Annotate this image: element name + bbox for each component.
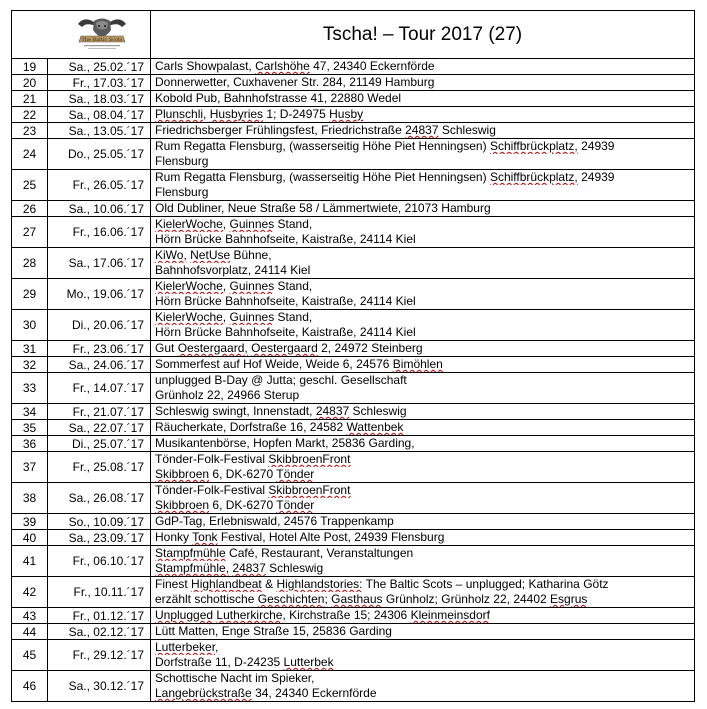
venue-line: Lutterbeker, [155,640,219,654]
venue-line: Finest Highlandbeat & Highlandstories: The Baltic Scots – unplugged; Katharina Götz [155,577,609,591]
row-venue [151,373,695,404]
row-date: Sa., 02.12.´17 [48,624,151,640]
row-venue [151,123,695,139]
row-venue [151,514,695,530]
row-number: 30 [12,310,48,341]
row-number: 27 [12,217,48,248]
venue-line: KielerWoche, Guinnes Stand, [155,279,313,293]
row-date: Di., 25.07.´17 [48,436,151,452]
table-row [12,436,695,452]
row-number: 40 [12,530,48,546]
table-row [12,624,695,640]
table-row [12,608,695,624]
tour-table [11,10,695,702]
row-venue [151,420,695,436]
row-number: 28 [12,248,48,279]
venue-line: KiWo, NetUse Bühne, [155,248,272,262]
venue-line: Gut Oestergaard, Oestergaard 2, 24972 Steinberg [155,341,423,355]
row-venue [151,59,695,75]
venue-line: Skibbroen 6, DK-6270 Tönder [155,498,315,512]
venue-line: GdP-Tag, Erlebniswald, 24576 Trappenkamp [155,514,394,528]
table-row [12,577,695,608]
row-date: Fr., 29.12.´17 [48,640,151,671]
row-venue [151,170,695,201]
row-date: Do., 25.05.´17 [48,139,151,170]
venue-line: Flensburg [155,185,209,199]
table-row [12,640,695,671]
tour-document [11,10,694,702]
row-date: Fr., 01.12.´17 [48,608,151,624]
row-venue [151,483,695,514]
row-date: Sa., 22.07.´17 [48,420,151,436]
venue-line: Kobold Pub, Bahnhofstrasse 41, 22880 Wedel [155,91,402,105]
venue-line: Rum Regatta Flensburg, (wasserseitig Höhe Piet Henningsen) Schiffbrückplatz, 24939 [155,139,615,153]
table-row [12,201,695,217]
row-venue [151,201,695,217]
row-date: Sa., 30.12.´17 [48,671,151,702]
venue-line: Skibbroen 6, DK-6270 Tönder [155,467,315,481]
table-row [12,217,695,248]
row-date: Fr., 10.11.´17 [48,577,151,608]
venue-line: Lütt Matten, Enge Straße 15, 25836 Garding [155,624,392,638]
row-venue [151,279,695,310]
venue-line: Langebrückstraße 34, 24340 Eckernförde [155,686,377,700]
table-row [12,91,695,107]
venue-line: Hörn Brücke Bahnhofseite, Kaistraße, 24114 Kiel [155,325,416,339]
venue-line: Dorfstraße 11, D-24235 Lutterbek [155,655,334,669]
row-venue [151,577,695,608]
table-row [12,75,695,91]
row-venue [151,357,695,373]
row-venue [151,75,695,91]
row-number: 31 [12,341,48,357]
table-row [12,483,695,514]
row-number: 23 [12,123,48,139]
table-row [12,123,695,139]
venue-line: Hörn Brücke Bahnhofseite, Kaistraße, 24114 Kiel [155,232,416,246]
table-row [12,452,695,483]
venue-line: Stampfmühle Café, Restaurant, Veranstaltungen [155,546,414,560]
venue-line: Plunschli, Husbyries 1; D-24975 Husby [155,107,364,121]
table-row [12,357,695,373]
table-row [12,671,695,702]
row-date: Sa., 17.06.´17 [48,248,151,279]
venue-line: Old Dubliner, Neue Straße 58 / Lämmertwiete, 21073 Hamburg [155,201,491,215]
row-venue [151,530,695,546]
row-number: 35 [12,420,48,436]
venue-line: Grünholz 22, 24966 Sterup [155,388,300,402]
venue-line: Räucherkate, Dorfstraße 16, 24582 Wattenbek [155,420,404,434]
row-venue [151,341,695,357]
venue-line: Bahnhofsvorplatz, 24114 Kiel [155,263,311,277]
row-date: Fr., 25.08.´17 [48,452,151,483]
row-date: Fr., 17.03.´17 [48,75,151,91]
row-number: 37 [12,452,48,483]
page-title: Tscha! – Tour 2017 (27) [151,11,695,59]
row-venue [151,248,695,279]
row-number: 43 [12,608,48,624]
table-row [12,310,695,341]
row-number: 25 [12,170,48,201]
row-number: 21 [12,91,48,107]
row-date: Sa., 18.03.´17 [48,91,151,107]
row-date: Sa., 08.04.´17 [48,107,151,123]
row-venue [151,139,695,170]
row-date: Fr., 14.07.´17 [48,373,151,404]
venue-line: KielerWoche, Guinnes Stand, [155,217,313,231]
row-date: Fr., 26.05.´17 [48,170,151,201]
row-venue [151,640,695,671]
venue-line: Hörn Brücke Bahnhofseite, Kaistraße, 24114 Kiel [155,294,416,308]
venue-line: erzählt schottische Geschichten; Gasthaus Grünholz; Grünholz 22, 24402 Esgrus [155,592,588,606]
row-date: Sa., 23.09.´17 [48,530,151,546]
venue-line: Flensburg [155,154,209,168]
table-row [12,514,695,530]
row-number: 41 [12,546,48,577]
row-date: Sa., 24.06.´17 [48,357,151,373]
row-date: Di., 20.06.´17 [48,310,151,341]
venue-line: Schottische Nacht im Spieker, [155,671,315,685]
row-date: Mo., 19.06.´17 [48,279,151,310]
venue-line: Unplugged Lutherkirche, Kirchstraße 15; 24306 Kleinmeinsdorf [155,608,490,622]
row-number: 39 [12,514,48,530]
row-number: 32 [12,357,48,373]
table-row [12,373,695,404]
venue-line: Tönder-Folk-Festival SkibbroenFront [155,483,351,497]
table-row [12,59,695,75]
row-venue [151,452,695,483]
row-date: So., 10.09.´17 [48,514,151,530]
table-row [12,107,695,123]
venue-line: Friedrichsberger Frühlingsfest, Friedrichstraße 24837 Schleswig [155,123,496,137]
venue-line: Sommerfest auf Hof Weide, Weide 6, 24576 Bimöhlen [155,357,443,371]
venue-line: unplugged B-Day @ Jutta; geschl. Gesellschaft [155,373,407,387]
table-row [12,139,695,170]
row-number: 46 [12,671,48,702]
row-venue [151,91,695,107]
table-row [12,248,695,279]
row-date: Fr., 23.06.´17 [48,341,151,357]
row-venue [151,546,695,577]
venue-line: Musikantenbörse, Hopfen Markt, 25836 Garding, [155,436,415,450]
svg-text:The Baltic Scots: The Baltic Scots [81,37,123,43]
table-row [12,341,695,357]
row-number: 19 [12,59,48,75]
header-row [12,11,695,59]
row-number: 33 [12,373,48,404]
row-date: Fr., 06.10.´17 [48,546,151,577]
venue-line: Carls Showpalast, Carlshöhe 47, 24340 Eckernförde [155,59,435,73]
row-number: 44 [12,624,48,640]
table-row [12,279,695,310]
row-venue [151,624,695,640]
row-date: Sa., 13.05.´17 [48,123,151,139]
row-number: 38 [12,483,48,514]
venue-line: KielerWoche, Guinnes Stand, [155,310,313,324]
row-venue [151,404,695,420]
row-number: 36 [12,436,48,452]
row-date: Sa., 26.08.´17 [48,483,151,514]
table-row [12,170,695,201]
row-venue [151,671,695,702]
band-logo [74,14,130,52]
table-row [12,404,695,420]
table-row [12,546,695,577]
table-row [12,420,695,436]
row-number: 20 [12,75,48,91]
row-venue [151,608,695,624]
logo-cell [12,11,151,59]
row-date: Sa., 10.06.´17 [48,201,151,217]
venue-line: Donnerwetter, Cuxhavener Str. 284, 21149 Hamburg [155,75,435,89]
row-number: 24 [12,139,48,170]
venue-line: Tönder-Folk-Festival SkibbroenFront [155,452,351,466]
row-venue [151,217,695,248]
row-date: Fr., 16.06.´17 [48,217,151,248]
row-number: 22 [12,107,48,123]
venue-line: Schleswig swingt, Innenstadt, 24837 Schleswig [155,404,407,418]
row-number: 34 [12,404,48,420]
row-number: 45 [12,640,48,671]
venue-line: Stampfmühle, 24837 Schleswig [155,561,324,575]
row-venue [151,310,695,341]
row-date: Sa., 25.02.´17 [48,59,151,75]
row-venue [151,107,695,123]
venue-line: Rum Regatta Flensburg, (wasserseitig Höhe Piet Henningsen) Schiffbrückplatz, 24939 [155,170,615,184]
row-number: 42 [12,577,48,608]
table-row [12,530,695,546]
row-date: Fr., 21.07.´17 [48,404,151,420]
row-number: 26 [12,201,48,217]
venue-line: Honky Tonk Festival, Hotel Alte Post, 24939 Flensburg [155,530,445,544]
row-venue [151,436,695,452]
row-number: 29 [12,279,48,310]
